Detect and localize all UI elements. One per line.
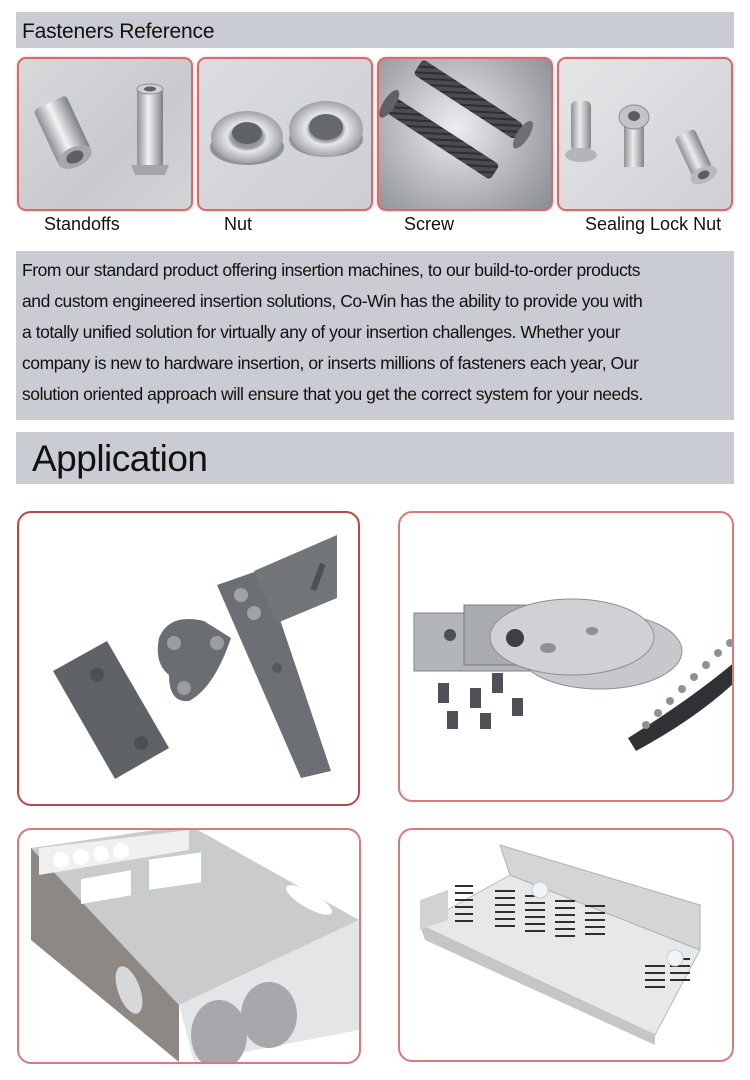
fastener-label-screw: Screw xyxy=(404,214,455,234)
fastener-card-nut[interactable] xyxy=(197,57,373,211)
fastener-card-sealing-lock-nut[interactable] xyxy=(557,57,733,211)
fastener-card-screw[interactable] xyxy=(377,57,553,211)
sheet-metal-brackets-image xyxy=(19,513,358,804)
screw-image xyxy=(379,59,551,209)
metal-enclosure-box-image xyxy=(19,830,359,1062)
metal-chassis-tray-image xyxy=(400,830,732,1060)
description-box xyxy=(16,251,734,420)
description-line: and custom engineered insertion solutions, Co-Win has the ability to provide you with xyxy=(22,291,643,311)
fastener-label-sealing-lock-nut: Sealing Lock Nut xyxy=(585,214,722,234)
description-line: solution oriented approach will ensure that you get the correct system for your needs. xyxy=(22,384,643,404)
sealing-lock-nut-image xyxy=(559,59,731,209)
fastener-label-nut: Nut xyxy=(224,214,253,234)
standoffs-image xyxy=(19,59,191,209)
fastener-label-standoffs: Standoffs xyxy=(44,214,120,234)
description-line: a totally unified solution for virtually any of your insertion challenges. Whether your xyxy=(22,322,620,342)
description-line: company is new to hardware insertion, or inserts millions of fasteners each year, Our xyxy=(22,353,639,373)
application-card-chassis[interactable] xyxy=(398,828,734,1062)
section-title: Application xyxy=(32,438,208,479)
application-card-enclosure[interactable] xyxy=(17,828,361,1064)
plates-and-rivet-nuts-image xyxy=(400,513,732,800)
nut-image xyxy=(199,59,371,209)
description-line: From our standard product offering insertion machines, to our build-to-order products xyxy=(22,260,641,280)
application-header xyxy=(16,432,734,484)
application-card-brackets[interactable] xyxy=(17,511,360,806)
section-title: Fasteners Reference xyxy=(22,20,215,43)
fastener-card-standoffs[interactable] xyxy=(17,57,193,211)
application-card-plates[interactable] xyxy=(398,511,734,802)
fasteners-reference-header xyxy=(16,12,734,48)
